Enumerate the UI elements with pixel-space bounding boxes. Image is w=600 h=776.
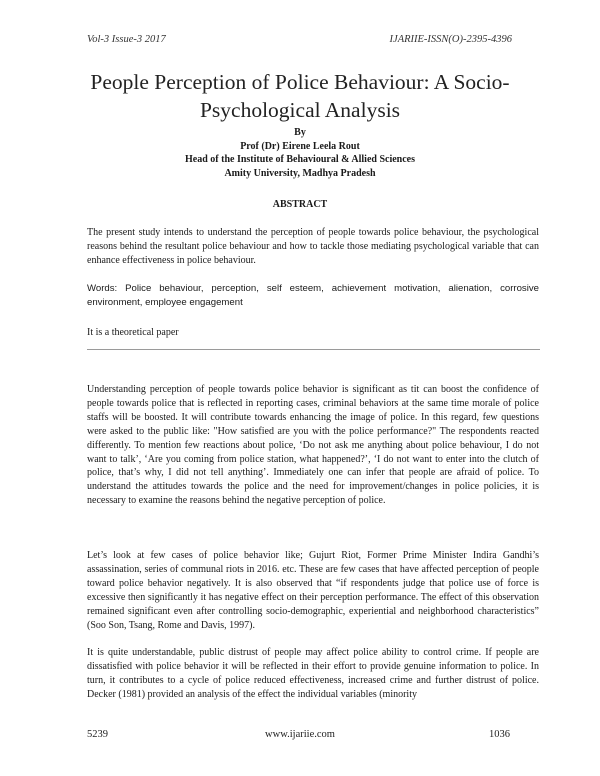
abstract-text: The present study intends to understand the perception of people towards police behaviour, the psychological reasons behind the resultant police behaviour and how to tackle those mediating psychological variable that can enhance effectiveness in police behaviour. [87, 227, 539, 266]
keywords: Words: Police behaviour, perception, self esteem, achievement motivation, alienation, corrosive environment, employee engagement [87, 283, 539, 308]
author-name: Prof (Dr) Eirene Leela Rout [240, 140, 360, 152]
body-paragraph-1: Understanding perception of people towards police behavior is significant as tit can boost the confidence of people towards police that is reflected in reporting cases, criminal behaviors at the same time morale of police staffs will be boosted. It will contribute towards enhancing the image of police. In this regard, few questions were asked to the public like: "How satisfied are you with the police performance?" The respondents reacted differently. To mention few reactions about police, ‘Do not ask me anything about police behaviour, I do not want to talk’, ‘Are you coming from police station, what happened?’, ‘I do not want to enter into the clutch of police, that’s why, I did not tell anything’. Immediately one can infer that people are afraid of police. To understand the attitudes towards the police and the need for improvement/changes in police policies, it is necessary to examine the reasons behind the negative perception of police. [87, 384, 539, 507]
byline [100, 126, 500, 180]
header-issn: IJARIIE-ISSN(O)-2395-4396 [389, 34, 512, 45]
footer-website: www.ijariie.com [265, 729, 335, 740]
abstract-heading: ABSTRACT [272, 199, 328, 210]
body-paragraph-2: Let’s look at few cases of police behavior like; Gujurt Riot, Former Prime Minister Indira Gandhi’s assassination, series of communal riots in 2016. etc. These are few cases that have affected perception of people toward police behavior negatively. It is also observed that “if respondents judge that police use of force is excessive then significantly it has negative effect on their perception performance. The effect of this observation remained significant even after controlling socio-demographic, experiential and neighborhood characteristics” (Soo Son, Tsang, Rome and Davis, 1997). [87, 550, 539, 631]
byline-by: By [294, 127, 306, 138]
header-volume-issue: Vol-3 Issue-3 2017 [87, 34, 166, 45]
author-university: Amity University, Madhya Pradesh [224, 167, 376, 179]
author-affiliation: Head of the Institute of Behavioural & Allied Sciences [185, 154, 415, 165]
footer-article-id: 1036 [489, 729, 510, 740]
section-divider [87, 349, 540, 350]
body-paragraph-3: It is quite understandable, public distrust of people may affect police ability to control crime. If people are dissatisfied with police behavior it will be reflected in their effort to provide genuine information to police. In turn, it contributes to a cycle of police reduced effectiveness, increased crime and further distrust of police. Decker (1981) provided an analysis of the effect the individual variables (minority [87, 647, 539, 700]
paper-type-note: It is a theoretical paper [87, 327, 179, 338]
footer-page-number: 5239 [87, 729, 108, 740]
paper-title: People Perception of Police Behaviour: A Socio-Psychological Analysis [90, 70, 510, 122]
